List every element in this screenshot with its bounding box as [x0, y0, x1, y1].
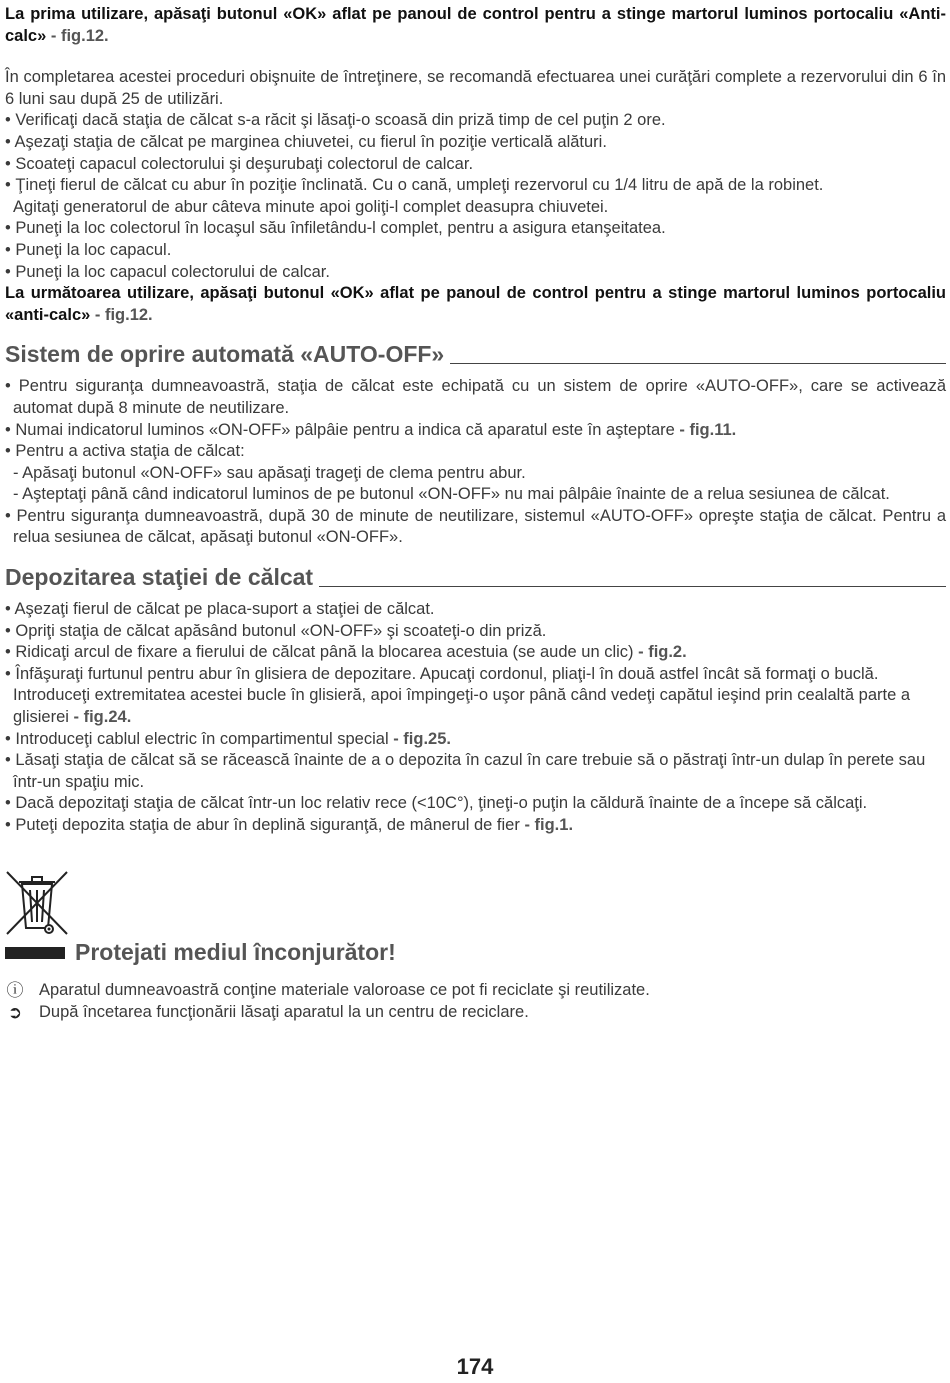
heading-bar — [5, 947, 65, 959]
heading-rule — [319, 586, 946, 587]
list-item: • Scoateţi capacul colectorului şi deşurubaţi colectorul de calcar. — [5, 154, 474, 173]
list-item: • Verificaţi dacă staţia de călcat s-a răcit şi lăsaţi-o scoasă din priză timp de cel puţin 2 ore. — [5, 111, 666, 130]
list-item: • Puneţi la loc capacul colectorului de calcar. — [5, 262, 330, 281]
environment-line: ⓘ Aparatul dumneavoastră conţine materiale valoroase ce pot fi reciclate şi reutilizate. — [6, 981, 650, 1000]
list-item: • Pentru siguranţa dumneavoastră, staţia de călcat este echipată cu un sistem de oprire «AUTO-OFF», care se activează automat după 8 minute de neutilizare. — [5, 377, 946, 417]
maintenance-paragraph: În completarea acestei proceduri obişnuite de întreţinere, se recomandă efectuarea unei curăţări complete a rezervorului din 6 în 6 luni sau după 25 de utilizări. — [5, 68, 946, 108]
list-item: • Pentru a activa staţia de călcat: — [5, 442, 245, 461]
auto-off-heading: Sistem de oprire automată «AUTO-OFF» — [5, 340, 946, 368]
list-item: • Înfăşuraţi furtunul pentru abur în glisiera de depozitare. Apucaţi cordonul, pliaţi-l în două astfel încât să formaţi o buclă. Introduceţi extremitatea acestei bucle în glisieră, apoi împingeţi-o uşor până când vedeţi capătul ieşind prin cealaltă parte a glisierei - fig.24. — [5, 664, 911, 727]
list-item: • Introduceţi cablul electric în compartimentul special - fig.25. — [5, 729, 451, 748]
list-item: • Lăsaţi staţia de călcat să se răcească înainte de a o depozita în cazul în care trebuie să o păstraţi într-un dulap în perete sau într-un spaţiu mic. — [5, 751, 926, 791]
environment-heading: Protejati mediul înconjurător! — [5, 942, 396, 964]
list-item: • Aşezaţi fierul de călcat pe placa-suport a staţiei de călcat. — [5, 600, 435, 619]
list-item-continued: Agitaţi generatorul de abur câteva minute apoi goliţi-l complet deasupra chiuvetei. — [13, 197, 609, 216]
list-item: • Puneţi la loc colectorul în locaşul său înfiletându-l complet, pentru a asigura etanşeitatea. — [5, 219, 666, 238]
info-icon: ⓘ — [6, 981, 24, 1000]
arrow-icon: ➲ — [7, 1003, 23, 1022]
next-use-note: La următoarea utilizare, apăsaţi butonul «OK» aflat pe panoul de control pentru a stinge martorul luminos portocaliu «anti-calc» - fig.12. — [5, 284, 946, 324]
list-item: • Pentru siguranţa dumneavoastră, după 30 de minute de neutilizare, sistemul «AUTO-OFF» opreşte staţia de călcat. Pentru a relua sesiunea de călcat, apăsaţi butonul «ON-OFF». — [5, 506, 946, 547]
heading-rule — [450, 363, 946, 364]
page-content — [5, 4, 946, 837]
list-item: • Puteţi depozita staţia de abur în deplină siguranţă, de mânerul de fier - fig.1. — [5, 816, 574, 834]
list-item: • Aşezaţi staţia de călcat pe marginea chiuvetei, cu fierul în poziţie verticală alături. — [5, 132, 607, 151]
environment-line: ➲ După încetarea funcţionării lăsaţi aparatul la un centru de reciclare. — [5, 1002, 529, 1024]
list-item: • Ridicaţi arcul de fixare a fierului de călcat până la blocarea acestuia (se aude un clic) - fig.2. — [5, 643, 687, 662]
list-item: • Ţineţi fierul de călcat cu abur în poziţie înclinată. Cu o cană, umpleţi rezervorul cu 1/4 litru de apă de la robinet. — [5, 176, 824, 195]
sub-item: - Apăsaţi butonul «ON-OFF» sau apăsaţi trageţi de clema pentru abur. — [13, 463, 526, 482]
list-item: • Numai indicatorul luminos «ON-OFF» pâlpâie pentru a indica că aparatul este în aşteptare - fig.11. — [5, 420, 737, 439]
crossed-bin-icon — [5, 868, 71, 938]
list-item: • Dacă depozitaţi staţia de călcat într-un loc relativ rece (<10C°), ţineţi-o puţin la căldură înainte de a începe să călcaţi. — [5, 794, 868, 813]
list-item: • Opriţi staţia de călcat apăsând butonul «ON-OFF» şi scoateţi-o din priză. — [5, 621, 547, 640]
sub-item: - Aşteptaţi până când indicatorul luminos de pe butonul «ON-OFF» nu mai pâlpâie înainte de a relua sesiunea de călcat. — [13, 485, 890, 504]
storage-heading: Depozitarea staţiei de călcat — [5, 563, 946, 591]
list-item: • Puneţi la loc capacul. — [5, 240, 172, 259]
page-number: 174 — [456, 1354, 494, 1379]
first-use-note: La prima utilizare, apăsaţi butonul «OK» aflat pe panoul de control pentru a stinge martorul luminos portocaliu «Anti-calc» - fig.12. — [5, 5, 946, 45]
